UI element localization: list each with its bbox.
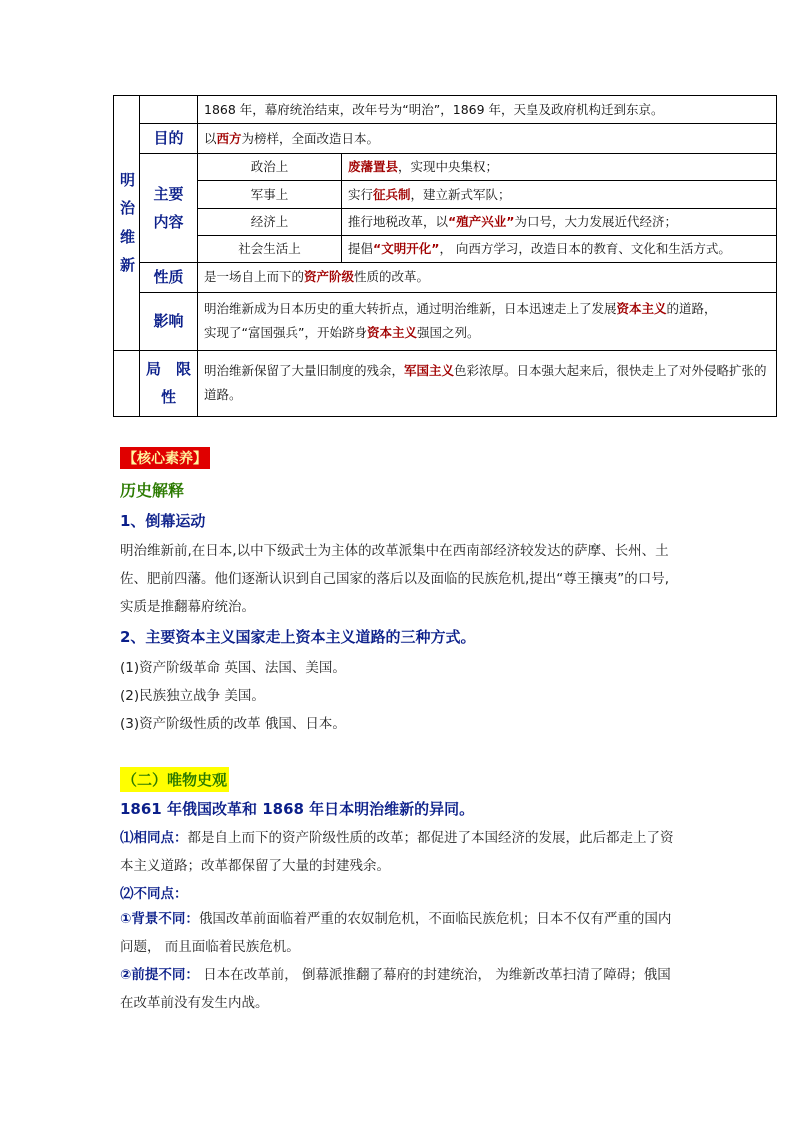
- limit-label: 局 限 性: [140, 350, 198, 416]
- similarities-paragraph: ⑴相同点：都是自上而下的资产阶级性质的改革；都促进了本国经济的发展，此后都走上了资本主义道路；改革都保留了大量的封建残余。: [120, 830, 674, 874]
- purpose-text: 以西方为榜样，全面改造日本。: [198, 124, 777, 154]
- purpose-label: 目的: [140, 124, 198, 154]
- content-aspect: 社会生活上: [198, 236, 342, 263]
- section-historical-materialism: （二）唯物史观: [120, 767, 229, 792]
- heading-overthrow-movement: 1、倒幕运动: [120, 512, 206, 530]
- heading-three-ways: 2、主要资本主义国家走上资本主义道路的三种方式。: [120, 628, 476, 646]
- nature-label: 性质: [140, 263, 198, 293]
- way-item: (2)民族独立战争 美国。: [120, 688, 265, 704]
- content-text: 废藩置县，实现中央集权；: [342, 154, 777, 181]
- content-aspect: 政治上: [198, 154, 342, 181]
- difference-background: ①背景不同：俄国改革前面临着严重的农奴制危机，不面临民族危机；日本不仅有严重的国内问题， 而且面临着民族危机。: [120, 911, 672, 955]
- content-text: 提倡“文明开化”， 向西方学习，改造日本的教育、文化和生活方式。: [342, 236, 777, 263]
- differences-label: ⑵不同点：: [120, 886, 188, 902]
- limit-text: 明治维新保留了大量旧制度的残余，军国主义色彩浓厚。日本强大起来后，很快走上了对外侵略扩张的道路。: [198, 350, 777, 416]
- limit-side-empty: [114, 350, 140, 416]
- side-label: 明 治 维 新: [114, 96, 140, 351]
- content-aspect: 军事上: [198, 181, 342, 209]
- background-text: 1868 年，幕府统治结束，改年号为“明治”，1869 年，天皇及政府机构迁到东京。: [198, 96, 777, 124]
- nature-text: 是一场自上而下的资产阶级性质的改革。: [198, 263, 777, 293]
- content-text: 推行地税改革，以“殖产兴业”为口号，大力发展近代经济；: [342, 209, 777, 236]
- content-aspect: 经济上: [198, 209, 342, 236]
- background-label-cell: [140, 96, 198, 124]
- overthrow-paragraph: 明治维新前,在日本,以中下级武士为主体的改革派集中在西南部经济较发达的萨摩、长州、土佐、肥前四藩。他们逐渐认识到自己国家的落后以及面临的民族危机,提出“尊王攘夷”的口号,实质是推翻幕府统治。: [120, 543, 670, 615]
- impact-text: 明治维新成为日本历史的重大转折点，通过明治维新，日本迅速走上了发展资本主义的道路， 实现了“富国强兵”，开始跻身资本主义强国之列。: [198, 292, 777, 350]
- way-item: (1)资产阶级革命 英国、法国、美国。: [120, 660, 346, 676]
- difference-precondition: ②前提不同： 日本在改革前， 倒幕派推翻了幕府的封建统治， 为维新改革扫清了障碍；俄国在改革前没有发生内战。: [120, 967, 671, 1011]
- way-item: (3)资产阶级性质的改革 俄国、日本。: [120, 716, 346, 732]
- impact-label: 影响: [140, 292, 198, 350]
- content-label: 主要 内容: [140, 154, 198, 263]
- heading-comparison: 1861 年俄国改革和 1868 年日本明治维新的异同。: [120, 800, 475, 818]
- section-history-interpretation: 历史解释: [120, 481, 185, 500]
- core-literacy-tag: 【核心素养】: [120, 447, 210, 469]
- meiji-restoration-table: [113, 95, 777, 417]
- content-text: 实行征兵制，建立新式军队；: [342, 181, 777, 209]
